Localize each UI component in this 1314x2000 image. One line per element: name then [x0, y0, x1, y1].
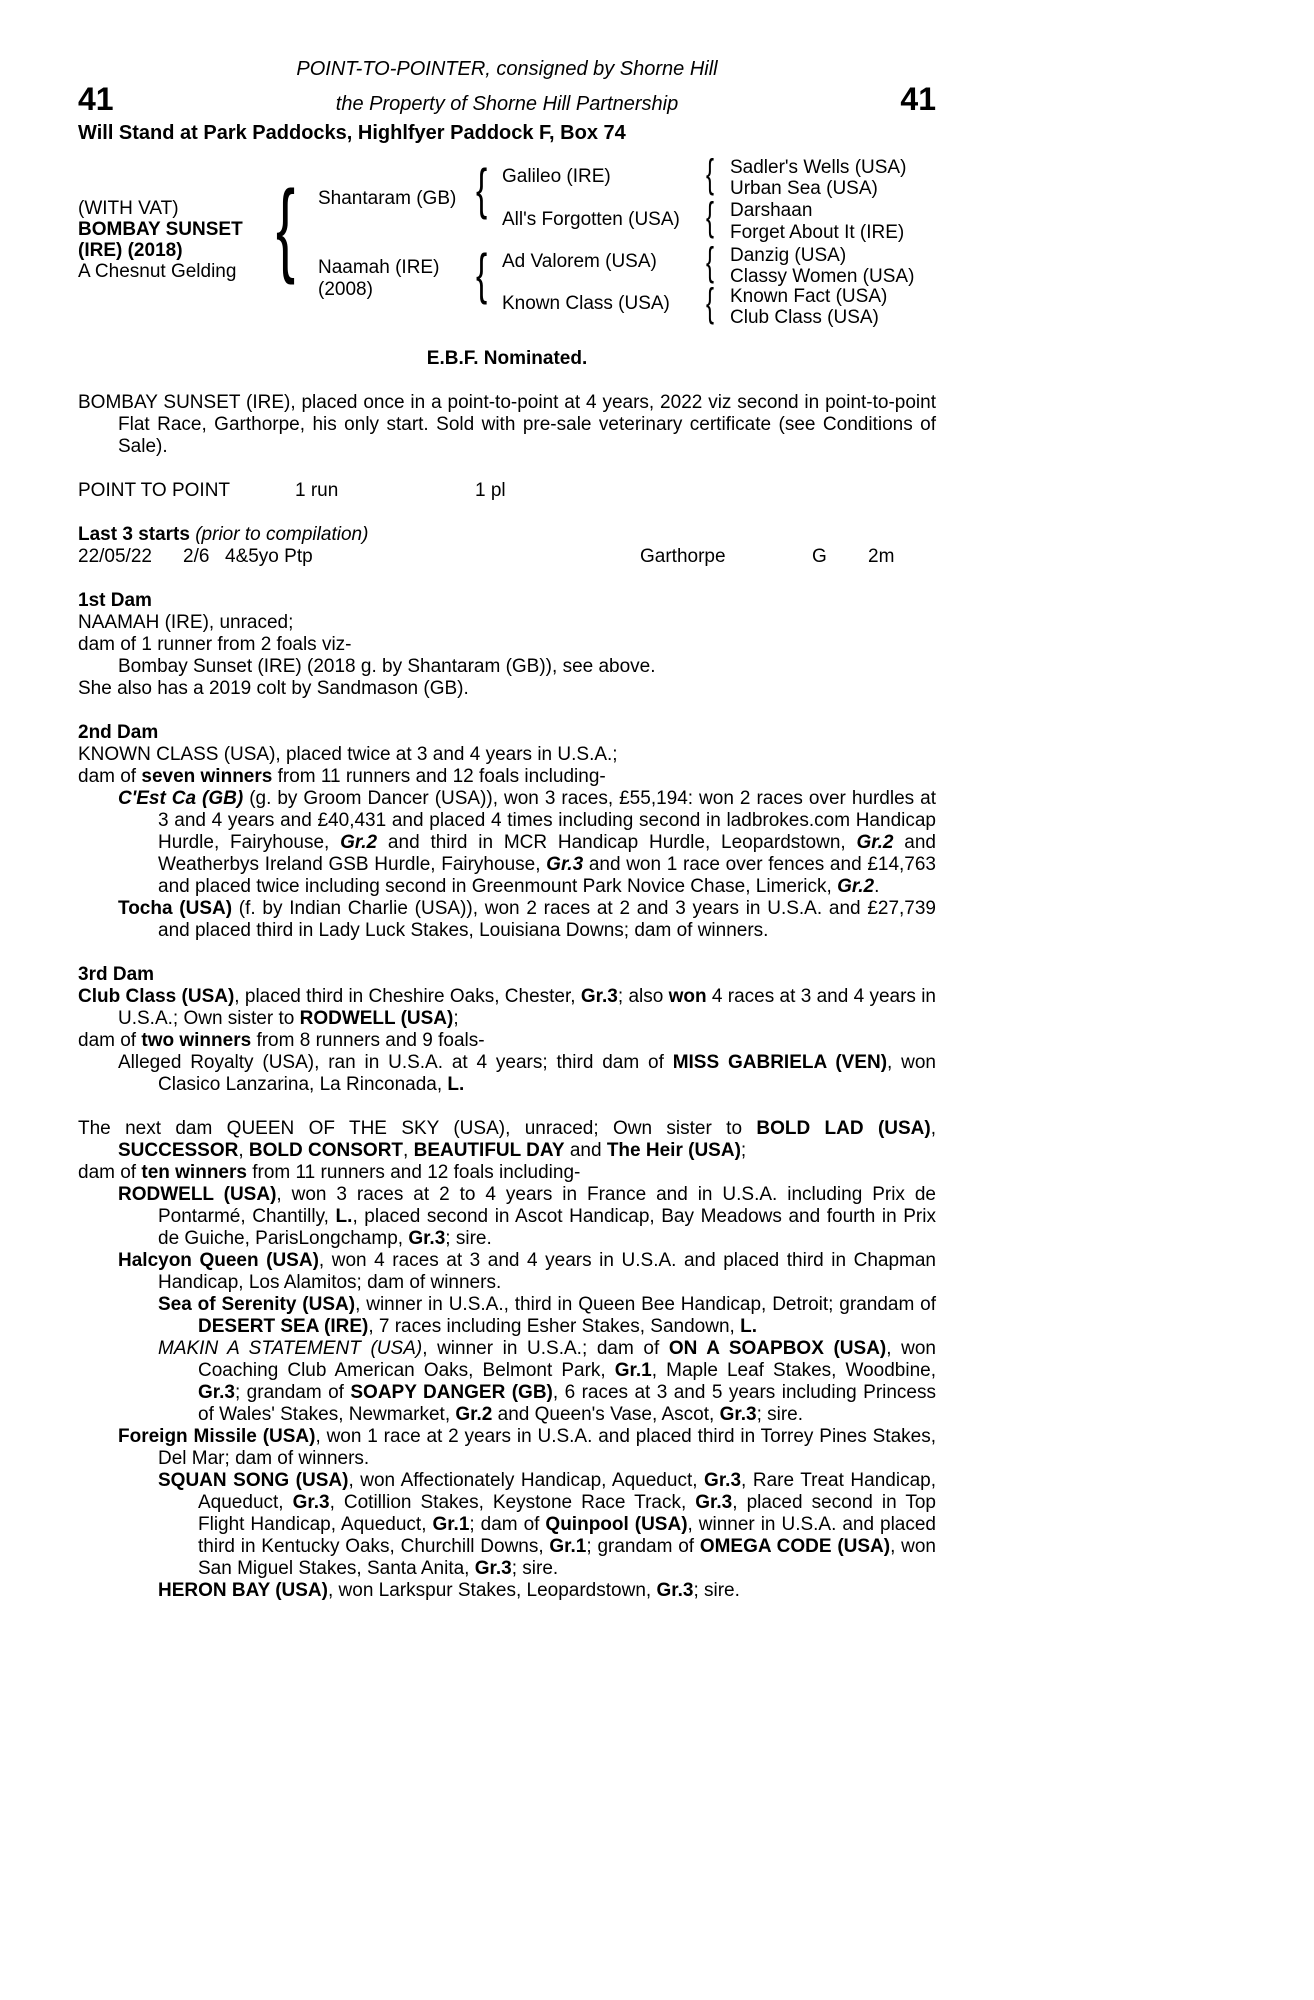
gen3-name-4: Forget About It (IRE)	[730, 222, 905, 243]
section-3rd-dam	[78, 964, 936, 1096]
brace-gen1-icon: {	[276, 170, 296, 286]
brace-gen3-1-icon: {	[706, 152, 715, 196]
gen3-name-6: Classy Women (USA)	[730, 266, 915, 287]
pedigree-table	[78, 152, 936, 340]
last-starts-row	[78, 546, 936, 568]
sandmason-note-line: She also has a 2019 colt by Sandmason (GB).	[78, 678, 469, 699]
horse-name: BOMBAY SUNSET	[78, 219, 243, 240]
brace-gen2-bottom-icon: {	[476, 242, 488, 305]
lot-number-left: 41	[78, 81, 114, 117]
dam-year: (2008)	[318, 279, 373, 300]
foreign-missile-paragraph: Foreign Missile (USA), won 1 race at 2 years in U.S.A. and placed third in Torrey Pines Stakes, Del Mar; dam of winners.	[118, 1426, 936, 1469]
club-class-paragraph: Club Class (USA), placed third in Cheshire Oaks, Chester, Gr.3; also won 4 races at 3 and 4 years in U.S.A.; Own sister to RODWELL (USA);	[78, 986, 937, 1029]
brace-gen3-4-icon: {	[706, 281, 715, 325]
brace-gen3-2-icon: {	[706, 195, 715, 239]
makin-a-statement-paragraph: MAKIN A STATEMENT (USA), winner in U.S.A.; dam of ON A SOAPBOX (USA), won Coaching Club American Oaks, Belmont Park, Gr.1, Maple Leaf Stakes, Woodbine, Gr.3; grandam of SOAPY DANGER (GB), 6 races at 3 and 5 years including Princess of Wales' Stakes, Newmarket, Gr.2 and Queen's Vase, Ascot, Gr.3; sire.	[158, 1338, 936, 1425]
dam-name: Naamah (IRE)	[318, 257, 440, 278]
start-course: Garthorpe	[640, 546, 726, 567]
start-distance: 2m	[868, 546, 895, 567]
property-line: the Property of Shorne Hill Partnership	[335, 93, 679, 115]
brace-gen2-top-icon: {	[476, 157, 488, 220]
section-next-dam	[78, 1118, 936, 1602]
sea-of-serenity-paragraph: Sea of Serenity (USA), winner in U.S.A., third in Queen Bee Handicap, Detroit; grandam of DESERT SEA (IRE), 7 races including Esher Stakes, Sandown, L.	[158, 1294, 936, 1337]
gen3-name-3: Darshaan	[730, 200, 813, 221]
heron-bay-paragraph: HERON BAY (USA), won Larkspur Stakes, Leopardstown, Gr.3; sire.	[158, 1580, 740, 1601]
dam-dam-name: Known Class (USA)	[502, 293, 670, 314]
vat-note: (WITH VAT)	[78, 198, 179, 219]
naamah-line: NAAMAH (IRE), unraced;	[78, 612, 294, 633]
race-record-type: POINT TO POINT	[78, 480, 231, 501]
gen3-name-1: Sadler's Wells (USA)	[730, 157, 907, 178]
last-starts-title-note: (prior to compilation)	[195, 524, 369, 545]
halcyon-queen-paragraph: Halcyon Queen (USA), won 4 races at 3 and 4 years in U.S.A. and placed third in Chapman Handicap, Los Alamitos; dam of winners.	[118, 1250, 937, 1293]
consignor-line: POINT-TO-POINTER, consigned by Shorne Hill	[296, 58, 718, 80]
dam-sire-name: Ad Valorem (USA)	[502, 251, 657, 272]
horse-race-summary: BOMBAY SUNSET (IRE), placed once in a point-to-point at 4 years, 2022 viz second in point-to-point Flat Race, Garthorpe, his only start. Sold with pre-sale veterinary certificate (see Conditions of Sale).	[78, 392, 936, 457]
queen-of-the-sky-paragraph: The next dam QUEEN OF THE SKY (USA), unraced; Own sister to BOLD LAD (USA), SUCCESSOR, BOLD CONSORT, BEAUTIFUL DAY and The Heir (USA);	[78, 1118, 937, 1161]
header-row	[78, 82, 936, 116]
sire-dam-name: All's Forgotten (USA)	[502, 209, 680, 230]
page-content	[78, 58, 936, 1602]
gen3-name-8: Club Class (USA)	[730, 307, 879, 328]
alleged-royalty-paragraph: Alleged Royalty (USA), ran in U.S.A. at 4 years; third dam of MISS GABRIELA (VEN), won Clasico Lanzarina, La Rinconada, L.	[118, 1052, 937, 1095]
last-starts-title-main: Last 3 starts	[78, 524, 190, 545]
section-intro	[78, 392, 936, 458]
race-record-placings: 1 pl	[475, 480, 506, 501]
horse-year: (IRE) (2018)	[78, 240, 183, 261]
gen3-name-7: Known Fact (USA)	[730, 286, 888, 307]
queen-produce-line: dam of ten winners from 11 runners and 12 foals including-	[78, 1162, 581, 1183]
bombay-sunset-produce-line: Bombay Sunset (IRE) (2018 g. by Shantaram (GB)), see above.	[118, 656, 656, 677]
naamah-produce-line: dam of 1 runner from 2 foals viz-	[78, 634, 352, 655]
section-1st-dam	[78, 590, 936, 700]
race-record-row	[78, 480, 936, 502]
tocha-paragraph: Tocha (USA) (f. by Indian Charlie (USA)), won 2 races at 2 and 3 years in U.S.A. and £27,739 and placed third in Lady Luck Stakes, Louisiana Downs; dam of winners.	[118, 898, 937, 941]
rodwell-paragraph: RODWELL (USA), won 3 races at 2 to 4 years in France and in U.S.A. including Prix de Pontarmé, Chantilly, L., placed second in Ascot Handicap, Bay Meadows and fourth in Prix de Guiche, ParisLongchamp, Gr.3; sire.	[118, 1184, 936, 1249]
dam1-heading: 1st Dam	[78, 590, 152, 611]
horse-sex-line: A Chesnut Gelding	[78, 261, 237, 282]
last-starts-title	[78, 524, 936, 546]
start-position: 2/6	[183, 546, 210, 567]
ebf-nominated-line: E.B.F. Nominated.	[426, 348, 588, 369]
known-class-produce-line: dam of seven winners from 11 runners and 12 foals including-	[78, 766, 606, 787]
sire-sire-name: Galileo (IRE)	[502, 166, 611, 187]
brace-gen3-3-icon: {	[706, 240, 715, 284]
horse-identity-block	[78, 198, 243, 282]
race-record-runs: 1 run	[295, 480, 339, 501]
known-class-line: KNOWN CLASS (USA), placed twice at 3 and 4 years in U.S.A.;	[78, 744, 618, 765]
gen3-name-2: Urban Sea (USA)	[730, 178, 878, 199]
start-race-type: 4&5yo Ptp	[225, 546, 313, 567]
dam3-heading: 3rd Dam	[78, 964, 155, 985]
last-starts-block	[78, 524, 936, 568]
start-date: 22/05/22	[78, 546, 152, 567]
dam2-heading: 2nd Dam	[78, 722, 159, 743]
lot-number-right: 41	[900, 81, 936, 117]
sire-name: Shantaram (GB)	[318, 188, 457, 209]
cest-ca-paragraph: C'Est Ca (GB) (g. by Groom Dancer (USA)), won 3 races, £55,194: won 2 races over hurdles at 3 and 4 years and £40,431 and placed 4 times including second in ladbrokes.com Handicap Hurdle, Fairyhouse, Gr.2 and third in MCR Handicap Hurdle, Leopardstown, Gr.2 and Weatherbys Ireland GSB Hurdle, Fairyhouse, Gr.3 and won 1 race over fences and £14,763 and placed twice including second in Greenmount Park Novice Chase, Limerick, Gr.2.	[118, 788, 936, 897]
start-going: G	[812, 546, 827, 567]
squan-song-paragraph: SQUAN SONG (USA), won Affectionately Handicap, Aqueduct, Gr.3, Rare Treat Handicap, Aqueduct, Gr.3, Cotillion Stakes, Keystone Race Track, Gr.3, placed second in Top Flight Handicap, Aqueduct, Gr.1; dam of Quinpool (USA), winner in U.S.A. and placed third in Kentucky Oaks, Churchill Downs, Gr.1; grandam of OMEGA CODE (USA), won San Miguel Stakes, Santa Anita, Gr.3; sire.	[158, 1470, 936, 1579]
club-class-produce-line: dam of two winners from 8 runners and 9 foals-	[78, 1030, 485, 1051]
gen3-name-5: Danzig (USA)	[730, 245, 847, 266]
section-2nd-dam	[78, 722, 936, 942]
stand-location-line: Will Stand at Park Paddocks, Highlfyer Paddock F, Box 74	[78, 122, 626, 144]
